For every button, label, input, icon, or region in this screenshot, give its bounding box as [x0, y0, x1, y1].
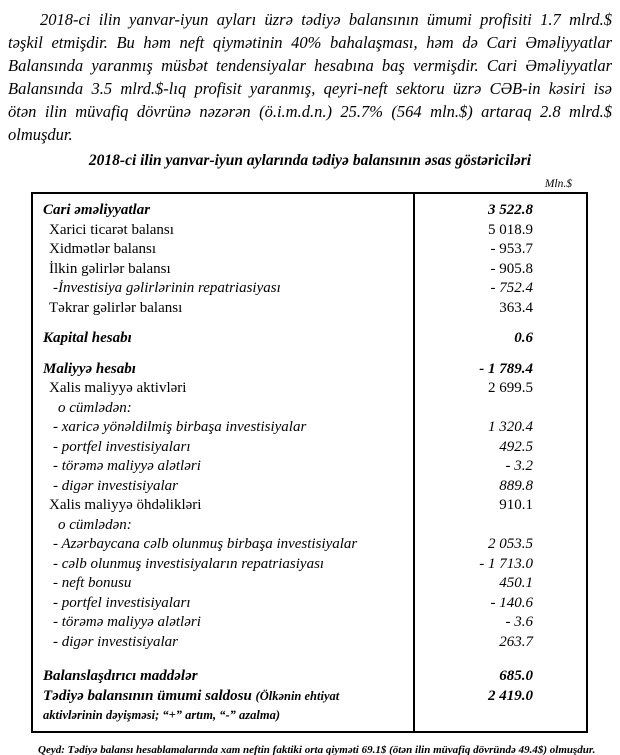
table-row	[33, 260, 586, 280]
row-value	[413, 633, 586, 653]
table-row	[33, 379, 586, 399]
unit-label: Mln.$	[544, 178, 572, 190]
row-value-text: 363.4	[499, 299, 533, 316]
table-row	[33, 633, 586, 653]
row-label-note: (Ölkənin ehtiyat aktivlərinin dəyişməsi; “+” artım, “-” azalma)	[43, 688, 340, 722]
row-value	[413, 667, 586, 687]
row-label-text: - cəlb olunmuş investisiyaların repatriasiyası	[53, 555, 325, 572]
table-row	[33, 418, 586, 438]
row-value-text: - 3.2	[505, 458, 533, 474]
row-value-text: 1 320.4	[488, 419, 533, 435]
row-value	[413, 457, 586, 477]
row-label-text: - Azərbaycana cəlb olunmuş birbaşa investisiyalar	[53, 536, 358, 552]
row-label-text: Cari əməliyyatlar	[43, 202, 151, 218]
row-value	[413, 594, 586, 614]
row-value-text: 263.7	[499, 633, 533, 650]
row-value	[413, 496, 586, 516]
table-row	[33, 594, 586, 614]
row-label	[33, 633, 413, 653]
row-label-text: - neft bonusu	[53, 575, 132, 591]
row-value	[413, 299, 586, 319]
row-label-text: - portfel investisiyaları	[53, 438, 191, 455]
row-value	[413, 201, 586, 221]
table-row	[33, 240, 586, 260]
row-label-text: Xarici ticarət balansı	[49, 221, 174, 238]
row-label-text: o cümlədən:	[58, 516, 132, 533]
table-row	[33, 516, 586, 536]
row-label	[33, 221, 413, 241]
table-row	[33, 399, 586, 419]
intro-paragraph: 2018-ci ilin yanvar-iyun ayları üzrə tədiyə balansının ümumi profisiti 1.7 mlrd.$ təşkil etmişdir. Bu həm neft qiymətinin 40% bahalaşması, həm də Cari Əməliyyatlar Balansında yaranmış müsbət tendensiyalar hesabına baş vermişdir. Cari Əməliyyatlar Balansında 3.5 mlrd.$-lıq profisit yaranmış, qeyri-neft sektoru üzrə CƏB-in kəsiri isə ötən ilin müvafiq dövrünə nəzərən (ö.i.m.d.n.) 25.7% (564 mln.$) artaraq 2.8 mlrd.$ olmuşdur.	[8, 10, 612, 144]
row-label-text: Kapital hesabı	[43, 330, 132, 346]
row-value	[413, 240, 586, 260]
row-value	[413, 279, 586, 299]
table-row	[33, 329, 586, 349]
row-value	[413, 329, 586, 349]
row-value	[413, 418, 586, 438]
row-label	[33, 667, 413, 687]
row-label	[33, 687, 413, 726]
row-label	[33, 457, 413, 477]
row-value-text: - 752.4	[490, 280, 533, 296]
row-label	[33, 329, 413, 349]
row-label-text: - portfel investisiyaları	[53, 594, 191, 611]
row-value-text: - 140.6	[490, 594, 533, 611]
row-value-text: - 905.8	[490, 260, 533, 277]
row-value-text: 2 699.5	[488, 380, 533, 396]
table-row	[33, 438, 586, 458]
row-label-text: Tədiyə balansının ümumi saldosu	[43, 687, 252, 704]
row-label-text: - digər investisiyalar	[53, 477, 178, 494]
footnote: Qeyd: Tədiyə balansı hesablamalarında xam neftin faktiki orta qiyməti 69.1$ (ötən ilin müvafiq dövründə 49.4$) olmuşdur.	[38, 743, 596, 755]
row-value	[413, 687, 586, 707]
row-label-text: Maliyyə hesabı	[43, 360, 136, 377]
row-label-text: - törəmə maliyyə alətləri	[53, 614, 201, 630]
row-value-text: 0.6	[514, 330, 533, 346]
row-value-text: 2 419.0	[488, 687, 533, 704]
row-value-text: 5 018.9	[488, 221, 533, 238]
row-value-text: - 1 789.4	[479, 360, 533, 377]
table-row	[33, 477, 586, 497]
row-label-text: Xidmətlər balansı	[49, 241, 157, 257]
row-label-text: -İnvestisiya gəlirlərinin repatriasiyası	[53, 280, 281, 296]
balance-table	[31, 192, 588, 733]
row-label	[33, 299, 413, 319]
row-value	[413, 574, 586, 594]
row-value	[413, 260, 586, 280]
row-label-text: Xalis maliyyə aktivləri	[49, 380, 187, 396]
row-label	[33, 613, 413, 633]
table-row	[33, 457, 586, 477]
row-value	[413, 438, 586, 458]
row-label	[33, 574, 413, 594]
row-value-text: - 953.7	[490, 241, 533, 257]
row-value-text: 889.8	[499, 477, 533, 494]
row-label-text: Təkrar gəlirlər balansı	[49, 299, 183, 316]
row-label	[33, 418, 413, 438]
row-value-text: 2 053.5	[488, 536, 533, 552]
row-value-text: 910.1	[499, 497, 533, 513]
row-label	[33, 535, 413, 555]
row-value	[413, 379, 586, 399]
table-row	[33, 687, 586, 726]
table-row	[33, 555, 586, 575]
row-value-text: 450.1	[499, 575, 533, 591]
row-value-text: 492.5	[499, 438, 533, 455]
row-label	[33, 496, 413, 516]
row-value	[413, 555, 586, 575]
row-label	[33, 555, 413, 575]
table-row	[33, 496, 586, 516]
row-value	[413, 221, 586, 241]
table-row	[33, 535, 586, 555]
row-value-text: 3 522.8	[488, 202, 533, 218]
row-label-text: - törəmə maliyyə alətləri	[53, 458, 201, 474]
row-label	[33, 399, 413, 419]
row-label	[33, 379, 413, 399]
row-value	[413, 613, 586, 633]
row-value	[413, 477, 586, 497]
row-value	[413, 535, 586, 555]
table-row	[33, 201, 586, 221]
row-label	[33, 279, 413, 299]
table-row	[33, 360, 586, 380]
row-label-text: - xaricə yönəldilmiş birbaşa investisiyalar	[53, 419, 307, 435]
row-value	[413, 360, 586, 380]
table-row	[33, 299, 586, 319]
table-title: 2018-ci ilin yanvar-iyun aylarında tədiyə balansının əsas göstəriciləri	[88, 152, 532, 169]
row-label-text: Xalis maliyyə öhdəlikləri	[49, 497, 202, 513]
table-row	[33, 574, 586, 594]
table-row	[33, 221, 586, 241]
row-label-text: İlkin gəlirlər balansı	[49, 260, 171, 277]
row-label	[33, 240, 413, 260]
row-label	[33, 594, 413, 614]
row-label	[33, 516, 413, 536]
table-column-divider	[413, 194, 415, 731]
row-label-text: o cümlədən:	[58, 399, 132, 416]
table-row	[33, 613, 586, 633]
row-label-text: - digər investisiyalar	[53, 633, 178, 650]
table-row	[33, 279, 586, 299]
row-value-text: 685.0	[499, 668, 533, 684]
balance-table-rows	[33, 201, 586, 726]
row-label-text: Balanslaşdırıcı maddələr	[43, 668, 198, 684]
table-row	[33, 667, 586, 687]
row-value-text: - 3.6	[505, 614, 533, 630]
row-label	[33, 260, 413, 280]
row-label	[33, 201, 413, 221]
row-label	[33, 360, 413, 380]
row-value-text: - 1 713.0	[479, 555, 533, 572]
row-label	[33, 477, 413, 497]
row-label	[33, 438, 413, 458]
